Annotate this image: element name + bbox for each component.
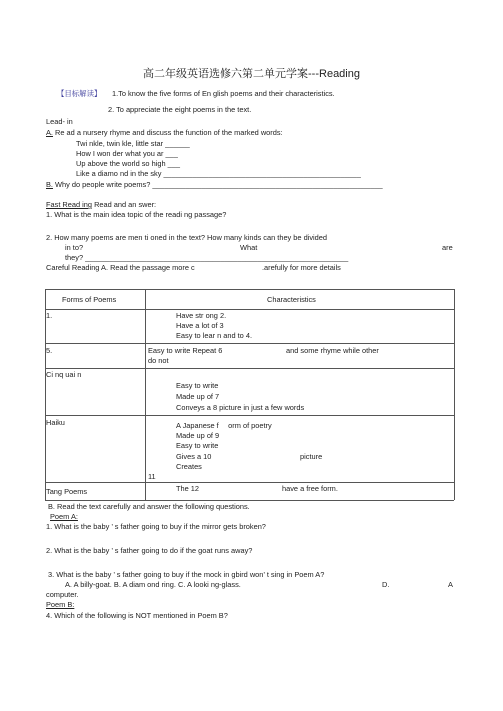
poem-b-q4: 4. Which of the following is NOT mentioned in Poem B? [46, 611, 228, 620]
table-row-1-form: 1. [46, 311, 53, 320]
table-row-2-extra: and some rhyme while other [286, 346, 379, 355]
table-row-3-form: Ci nq uai n [46, 370, 82, 379]
table-row-1-line-2: Have a lot of 3 [176, 321, 224, 330]
fast-reading-q2-line2c: are [442, 243, 453, 252]
table-row-4-line-2: Made up of 9 [176, 431, 220, 440]
table-row-4-line-3: Easy to write [176, 441, 219, 450]
fast-reading-q2-line2b: What [240, 243, 258, 252]
rhyme-line-1: Twi nkle, twin kle, little star ______ [76, 139, 190, 148]
poem-b-heading: Poem B: [46, 600, 75, 609]
table-row-3-line-1: Easy to write [176, 381, 219, 390]
poem-a-q3: 3. What is the baby ’ s father going to buy if the mock in gbird won’ t sing in Poem A? [48, 570, 325, 579]
table-row-2-line-2: do not [148, 356, 169, 365]
rhyme-line-3: Up above the world so high ___ [76, 159, 180, 168]
fast-reading-q1: 1. What is the main idea topic of the readi ng passage? [46, 210, 227, 219]
fast-reading-heading-rest: Read and an swer: [92, 200, 157, 209]
poem-a-q3-option-d: D. [382, 580, 390, 589]
lead-in-a-label: A. [46, 128, 53, 137]
objectives-tag: 【目标解读】 [57, 89, 102, 98]
poem-a-q1: 1. What is the baby ’ s father going to buy if the mirror gets broken? [46, 522, 266, 531]
part-b-intro: B. Read the text carefully and answer the following questions. [48, 502, 250, 511]
careful-reading-intro-a: Careful Reading A. Read the passage more c [46, 263, 195, 272]
table-row-4-line-4: Gives a 10 [176, 452, 212, 461]
table-row-1-line-1: Have str ong 2. [176, 311, 227, 320]
table-row-5-line-1: The 12 [176, 484, 200, 493]
poem-a-heading: Poem A: [50, 512, 78, 521]
table-row-3-line-3: Conveys a 8 picture in just a few words [176, 403, 305, 412]
table-row-2-line-1: Easy to write Repeat 6 [148, 346, 223, 355]
lead-in-b-label: B. [46, 180, 53, 189]
poem-a-q3-option-d-a: A [448, 580, 453, 589]
fast-reading-q2-line3: they? ________________________________________________________________ [65, 253, 349, 262]
table-row-4-line-5: Creates [176, 462, 202, 471]
careful-reading-intro-b: .arefully for more details [262, 263, 341, 272]
table-row-4-line-1: A Japanese f orm of poetry [176, 421, 272, 430]
poem-a-q3-continuation: computer. [46, 590, 79, 599]
table-row-4-form: Haiku [46, 418, 65, 427]
table-row-2-form: 5. [46, 346, 53, 355]
table-row-4-number: 11 [148, 472, 156, 481]
table-row-4-extra: picture [300, 452, 323, 461]
page-title: 高二年级英语选修六第二单元学案---Reading [143, 68, 360, 80]
lead-in-a-text: Re ad a nursery rhyme and discuss the function of the marked words: [52, 128, 283, 137]
rhyme-line-4: Like a diamo nd in the sky ________________________________________________ [76, 169, 361, 178]
lead-in-heading: Lead- in [46, 117, 73, 126]
table-header-characteristics: Characteristics [267, 295, 316, 304]
table-row-5-form: Tang Poems [46, 487, 88, 496]
rhyme-line-2: How I won der what you ar ___ [76, 149, 178, 158]
table-row-1-line-3: Easy to lear n and to 4. [176, 331, 253, 340]
fast-reading-q2-line1: 2. How many poems are men ti oned in the text? How many kinds can they be divided [46, 233, 327, 242]
table-row-3-line-2: Made up of 7 [176, 392, 220, 401]
table-row-5-extra: have a free form. [282, 484, 338, 493]
objective-1: 1.To know the five forms of En glish poems and their characteristics. [112, 89, 335, 98]
fast-reading-heading: Fast Read ing [46, 200, 93, 209]
objective-2: 2. To appreciate the eight poems in the text. [108, 105, 252, 114]
fast-reading-q2-line2a: in to? [65, 243, 84, 252]
poem-a-q2: 2. What is the baby ’ s father going to do if the goat runs away? [46, 546, 253, 555]
poem-a-q3-options: A. A billy-goat. B. A diam ond ring. C. A looki ng-glass. [65, 580, 241, 589]
lead-in-b-text: Why do people write poems? ________________________________________________________ [52, 180, 383, 189]
table-header-forms: Forms of Poems [62, 295, 117, 304]
